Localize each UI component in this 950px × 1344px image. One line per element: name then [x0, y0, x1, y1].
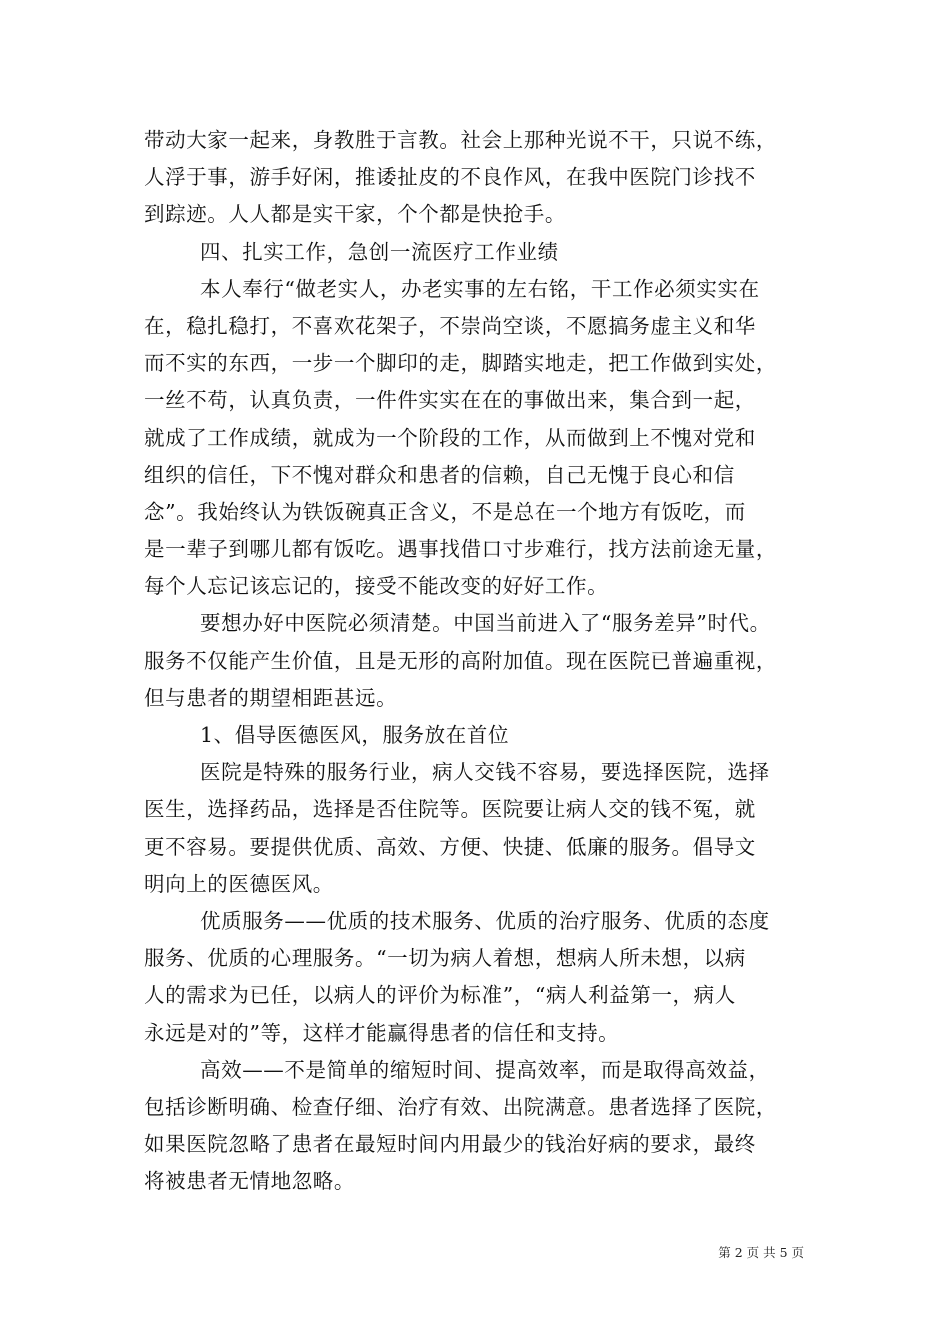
- text-line: 每个人忘记该忘记的，接受不能改变的好好工作。: [144, 574, 609, 599]
- text-line: 在，稳扎稳打，不喜欢花架子，不崇尚空谈，不愿搞务虚主义和华: [144, 313, 756, 338]
- document-body: [144, 122, 824, 1200]
- text-line: 一丝不苟，认真负责，一件件实实在在的事做出来，集合到一起，: [144, 388, 756, 413]
- text-line: 念”。我始终认为铁饭碗真正含义，不是总在一个地方有饭吃，而: [144, 499, 746, 524]
- text-line: 要想办好中医院必须清楚。中国当前进入了“服务差异”时代。: [200, 611, 771, 636]
- text-line: 服务、优质的心理服务。“一切为病人着想，想病人所未想，以病: [144, 946, 746, 971]
- text-line: 医生，选择药品，选择是否住院等。医院要让病人交的钱不冤，就: [144, 797, 756, 822]
- text-line: 但与患者的期望相距甚远。: [144, 685, 398, 710]
- text-line: 而不实的东西，一步一个脚印的走，脚踏实地走，把工作做到实处，: [144, 351, 777, 376]
- section-heading: 四、扎实工作，急创一流医疗工作业绩: [200, 239, 559, 264]
- text-line: 本人奉行“做老实人，办老实事的左右铭，干工作必须实实在: [200, 276, 760, 301]
- text-line: 就成了工作成绩，就成为一个阶段的工作，从而做到上不愧对党和: [144, 425, 756, 450]
- text-line: 永远是对的”等，这样才能赢得患者的信任和支持。: [144, 1020, 620, 1045]
- text-line: 组织的信任，下不愧对群众和患者的信赖，自己无愧于良心和信: [144, 462, 735, 487]
- text-line: 人浮于事，游手好闲，推诿扯皮的不良作风，在我中医院门诊找不: [144, 165, 756, 190]
- subsection-heading: 1、倡导医德医风，服务放在首位: [200, 723, 510, 747]
- text-line: 更不容易。要提供优质、高效、方便、快捷、低廉的服务。倡导文: [144, 834, 756, 859]
- text-line: 将被患者无情地忽略。: [144, 1169, 355, 1194]
- text-line: 带动大家一起来，身教胜于言教。社会上那种光说不干，只说不练，: [144, 128, 777, 152]
- text-line: 明向上的医德医风。: [144, 871, 334, 896]
- text-line: 服务不仅能产生价值，且是无形的高附加值。现在医院已普遍重视，: [144, 648, 777, 673]
- text-line: 人的需求为已任，以病人的评价为标准”，“病人利益第一，病人: [144, 983, 736, 1008]
- text-line: 医院是特殊的服务行业，病人交钱不容易，要选择医院，选择: [200, 760, 770, 785]
- page-number: 第 2 页 共 5 页: [718, 1245, 804, 1260]
- text-line: 到踪迹。人人都是实干家，个个都是快抢手。: [144, 202, 566, 227]
- text-line: 优质服务——优质的技术服务、优质的治疗服务、优质的态度: [200, 908, 770, 933]
- text-line: 包括诊断明确、检查仔细、治疗有效、出院满意。患者选择了医院，: [144, 1094, 777, 1119]
- text-line: 高效——不是简单的缩短时间、提高效率，而是取得高效益，: [200, 1057, 770, 1082]
- text-line: 如果医院忽略了患者在最短时间内用最少的钱治好病的要求，最终: [144, 1132, 756, 1157]
- text-line: 是一辈子到哪儿都有饭吃。遇事找借口寸步难行，找方法前途无量，: [144, 537, 777, 562]
